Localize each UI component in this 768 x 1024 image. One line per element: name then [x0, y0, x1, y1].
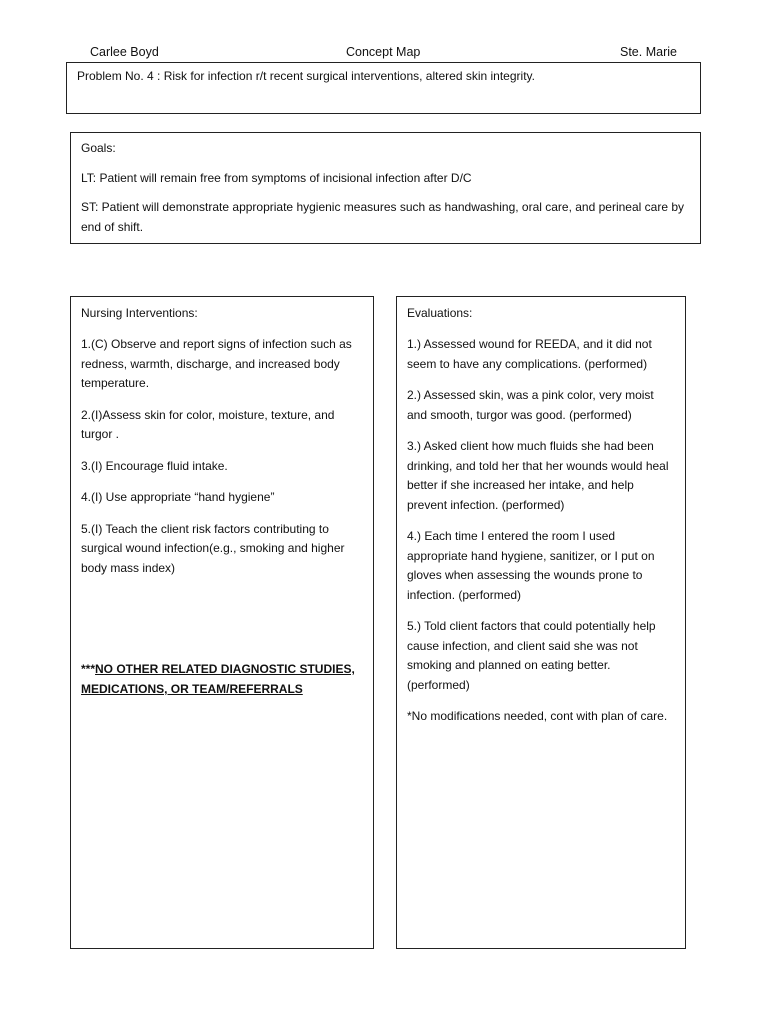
goals-heading: Goals:	[81, 141, 116, 155]
nursing-interventions-box	[70, 296, 374, 949]
interventions-heading: Nursing Interventions:	[81, 306, 198, 320]
goals-box	[70, 132, 701, 244]
evaluation-item: 2.) Assessed skin, was a pink color, very moist and smooth, turgor was good. (performed)	[407, 388, 654, 422]
intervention-item: 4.(I) Use appropriate “hand hygiene”	[81, 490, 275, 504]
evaluation-item: 5.) Told client factors that could potentially help cause infection, and client said she was not smoking and planned on eating better. (performed)	[407, 619, 656, 692]
instructor-name: Ste. Marie	[620, 45, 677, 59]
evaluation-item: 1.) Assessed wound for REEDA, and it did not seem to have any complications. (performed)	[407, 337, 652, 371]
notice-prefix: ***	[81, 662, 96, 676]
evaluation-item: 4.) Each time I entered the room I used appropriate hand hygiene, sanitizer, or I put on gloves when assessing the wounds prone to infection. (performed)	[407, 529, 655, 602]
student-name: Carlee Boyd	[90, 45, 159, 59]
document-header	[0, 45, 768, 63]
problem-statement: Problem No. 4 : Risk for infection r/t recent surgical interventions, altered skin integrity.	[77, 69, 535, 83]
evaluation-note: *No modifications needed, cont with plan of care.	[407, 709, 668, 723]
problem-box	[66, 62, 701, 114]
intervention-item: 1.(C) Observe and report signs of infection such as redness, warmth, discharge, and increased body temperature.	[81, 337, 352, 390]
long-term-goal: LT: Patient will remain free from symptoms of incisional infection after D/C	[81, 170, 472, 185]
notice-text: NO OTHER RELATED DIAGNOSTIC STUDIES, MEDICATIONS, OR TEAM/REFERRALS	[81, 662, 355, 696]
no-other-studies-notice	[81, 660, 363, 699]
evaluation-item: 3.) Asked client how much fluids she had been drinking, and told her that her wounds would heal better if she increased her intake, and help prevent infection. (performed)	[407, 439, 669, 512]
evaluations-box	[396, 296, 686, 949]
document-title: Concept Map	[346, 45, 421, 59]
short-term-goal: ST: Patient will demonstrate appropriate hygienic measures such as handwashing, oral care, and perineal care by end of shift.	[81, 200, 684, 234]
intervention-item: 2.(I)Assess skin for color, moisture, texture, and turgor .	[81, 407, 335, 441]
evaluations-heading: Evaluations:	[407, 306, 473, 320]
intervention-item: 3.(I) Encourage fluid intake.	[81, 458, 228, 473]
intervention-item: 5.(I) Teach the client risk factors contributing to surgical wound infection(e.g., smoking and higher body mass index)	[81, 521, 345, 575]
